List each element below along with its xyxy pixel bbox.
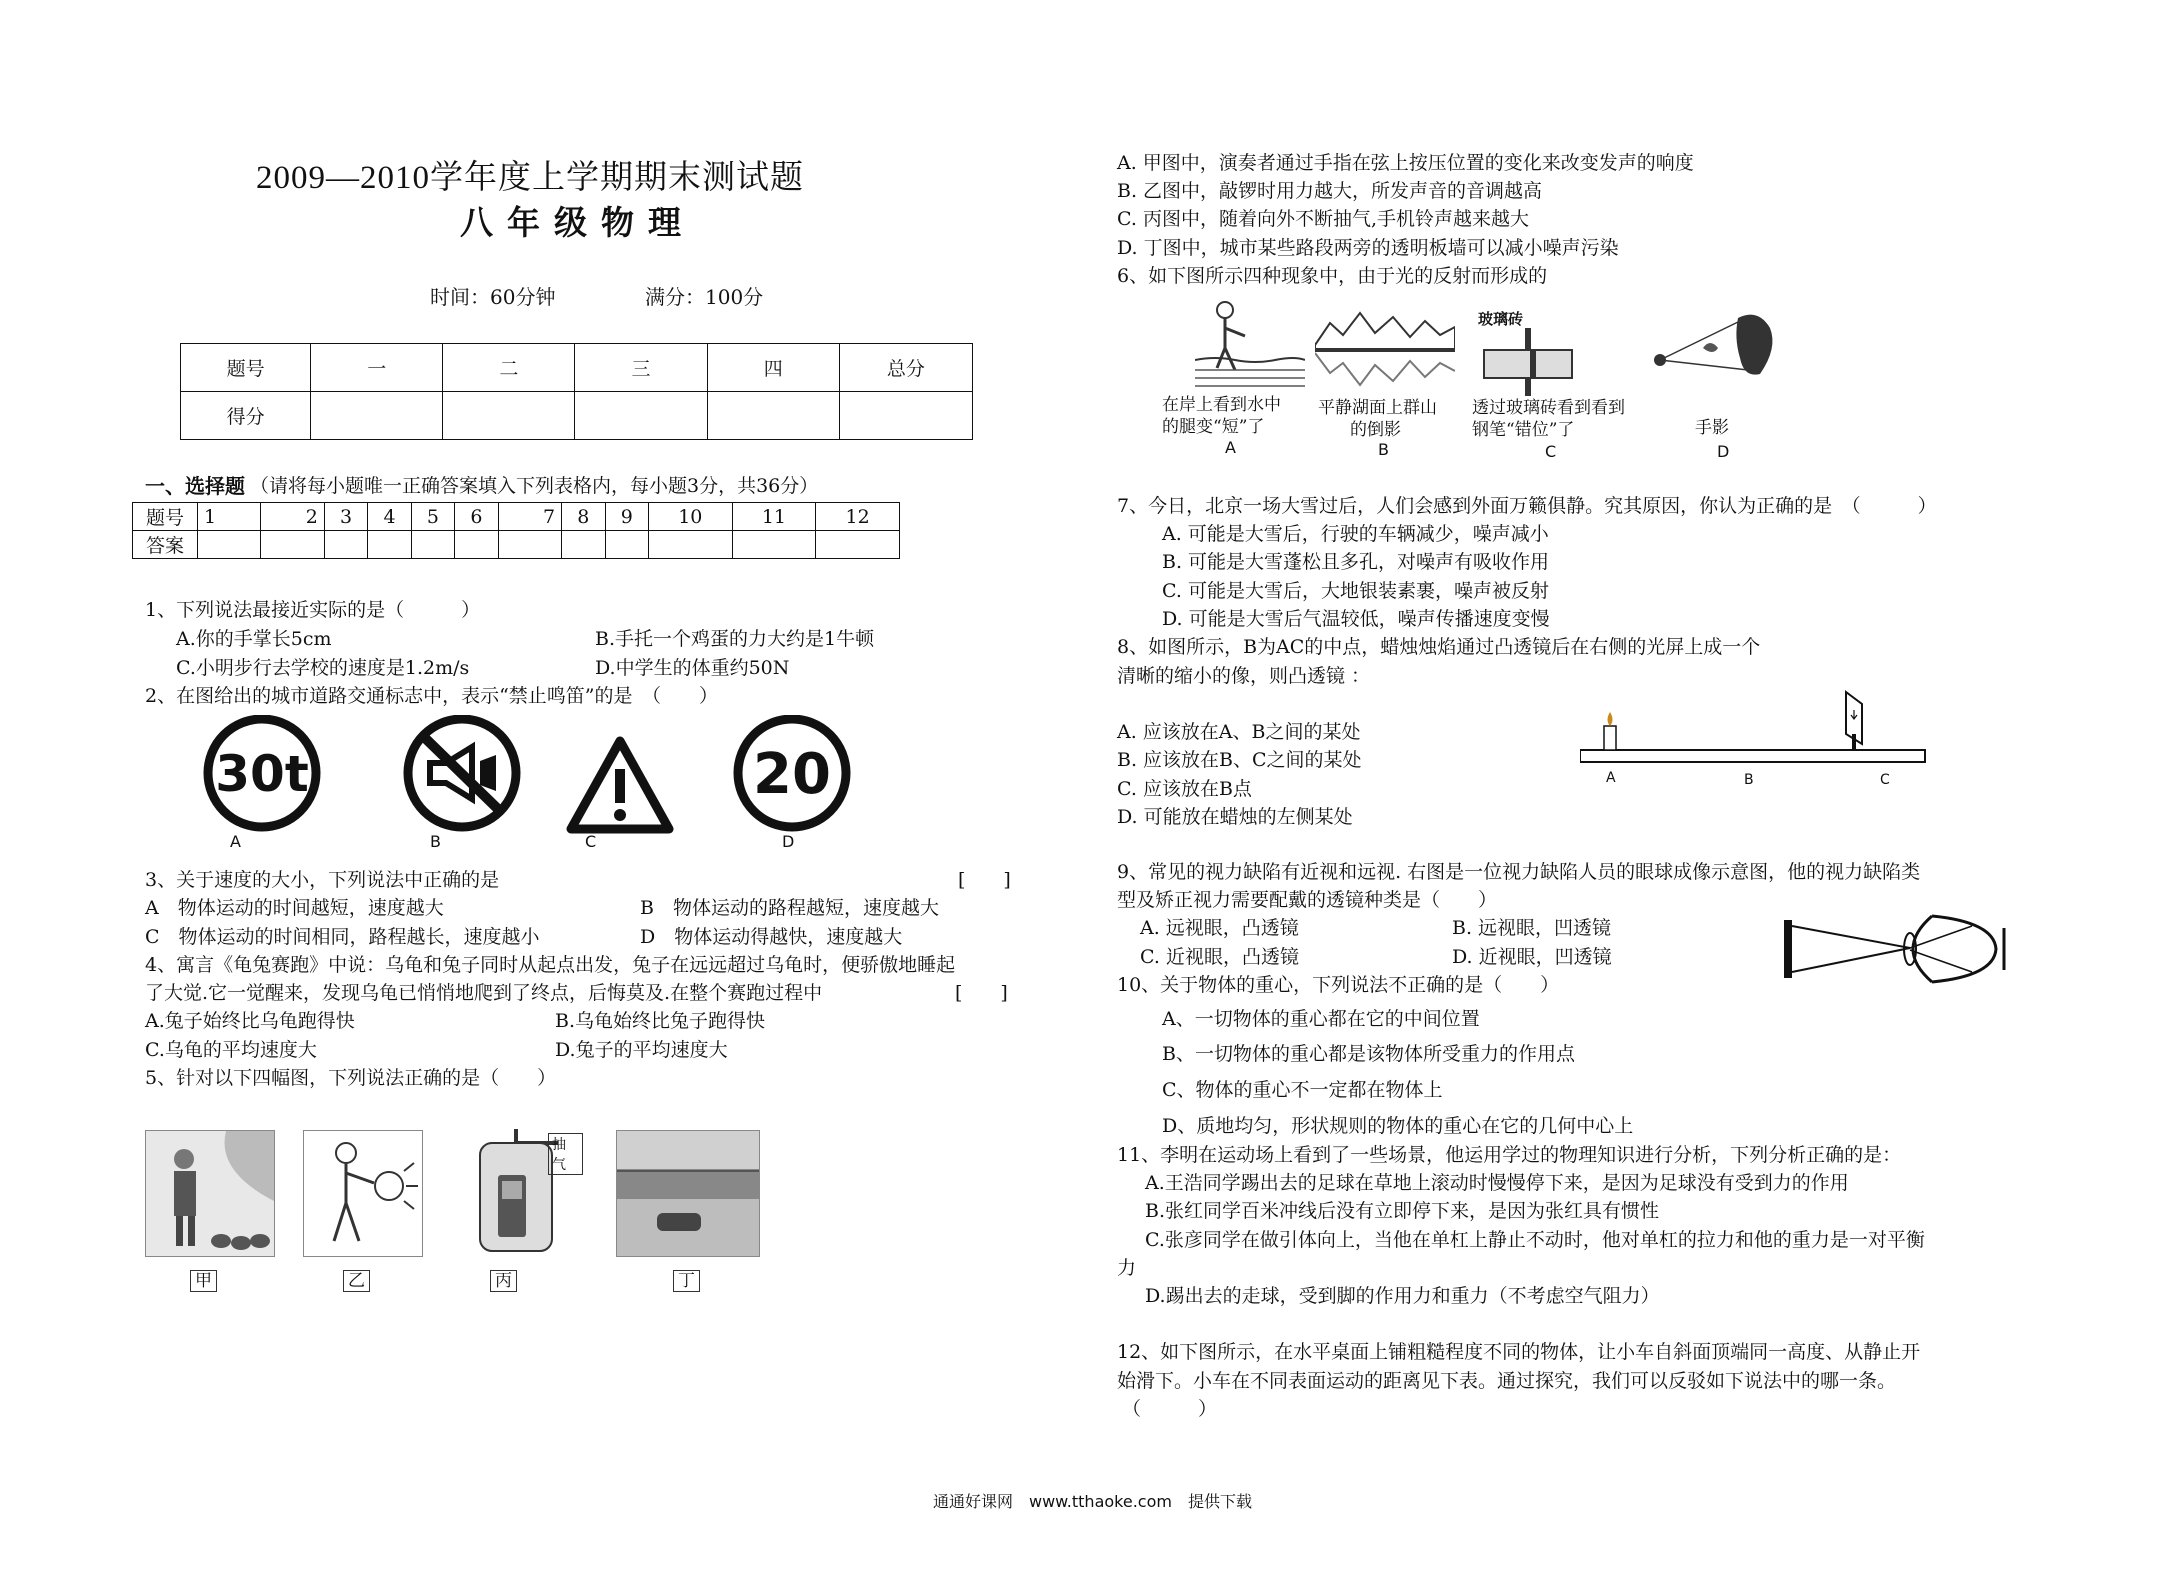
score-table-header: 三 — [575, 344, 707, 392]
q8-option-d: D. 可能放在蜡烛的左侧某处 — [1117, 806, 1353, 828]
q7-option-c: C. 可能是大雪后，大地银装素裹，噪声被反射 — [1162, 580, 1549, 602]
answer-cell[interactable] — [455, 531, 498, 559]
q5-option-a: A. 甲图中，演奏者通过手指在弦上按压位置的变化来改变发声的响度 — [1117, 152, 1694, 174]
answer-number: 4 — [368, 503, 411, 531]
section1-note: （请将每小题唯一正确答案填入下列表格内，每小题3分，共36分） — [250, 475, 819, 497]
score-row-label: 得分 — [181, 392, 311, 440]
q12-stem-line1: 12、如下图所示，在水平桌面上铺粗糙程度不同的物体，让小车自斜面顶端同一高度、从静止开 — [1117, 1341, 1921, 1363]
sign-a-text: 30t — [215, 745, 309, 803]
q2-stem: 2、在图给出的城市道路交通标志中，表示“禁止鸣笛”的是 （ ） — [145, 685, 719, 707]
q12-stem-line2: 始滑下。小车在不同表面运动的距离见下表。通过探究，我们可以反驳如下说法中的哪一条。 — [1117, 1370, 1897, 1392]
q9-option-d: D. 近视眼，凹透镜 — [1452, 946, 1612, 968]
q10-option-d: D、质地均匀，形状规则的物体的重心在它的几何中心上 — [1162, 1115, 1634, 1137]
q1-option-b: B.手托一个鸡蛋的力大约是1牛顿 — [595, 628, 875, 650]
score-cell[interactable] — [575, 392, 707, 440]
q4-stem-line1: 4、寓言《龟兔赛跑》中说：乌龟和兔子同时从起点出发，兔子在远远超过乌龟时，便骄傲地睡起 — [145, 954, 956, 976]
score-table — [180, 343, 973, 440]
answer-cell[interactable] — [562, 531, 605, 559]
answer-cell[interactable] — [648, 531, 732, 559]
answer-cell[interactable] — [605, 531, 648, 559]
q6-figure-b-mountain-reflection — [1315, 305, 1455, 393]
q2-label-d: D — [782, 832, 795, 851]
q11-option-b: B.张红同学百米冲线后没有立即停下来，是因为张红具有惯性 — [1145, 1200, 1660, 1222]
q6-figure-a-legs-in-water — [1195, 298, 1305, 393]
q6-label-d: D — [1717, 442, 1730, 461]
q6-caption-b-1: 平静湖面上群山 — [1318, 398, 1437, 418]
answer-cell[interactable] — [732, 531, 816, 559]
answer-cell[interactable] — [368, 531, 411, 559]
answer-table-label: 答案 — [133, 531, 198, 559]
q2-label-a: A — [230, 832, 241, 851]
exam-title: 2009—2010学年度上学期期末测试题 — [256, 160, 804, 196]
q6-caption-a-2: 的腿变“短”了 — [1162, 417, 1265, 437]
q10-stem: 10、关于物体的重心，下列说法不正确的是（ ） — [1117, 974, 1560, 996]
q9-option-b: B. 远视眼，凹透镜 — [1452, 917, 1612, 939]
answer-cell[interactable] — [198, 531, 261, 559]
q4-option-a: A.兔子始终比乌龟跑得快 — [145, 1010, 355, 1032]
q11-option-c-line2: 力 — [1117, 1257, 1137, 1279]
q11-option-a: A.王浩同学踢出去的足球在草地上滚动时慢慢停下来，是因为足球没有受到力的作用 — [1145, 1172, 1849, 1194]
page-footer: 通通好课网 www.tthaoke.com 提供下载 — [933, 1492, 1252, 1511]
figure-bing-vacuum-jar — [468, 1123, 583, 1255]
answer-number: 3 — [324, 503, 367, 531]
exam-full-score: 满分：100分 — [645, 285, 764, 309]
q7-stem: 7、今日，北京一场大雪过后，人们会感到外面万籁俱静。究其原因，你认为正确的是 （ ） — [1117, 495, 1937, 517]
q4-option-d: D.兔子的平均速度大 — [555, 1039, 728, 1061]
answer-cell[interactable] — [816, 531, 900, 559]
answer-number: 1 — [198, 503, 261, 531]
q5-option-d: D. 丁图中，城市某些路段两旁的透明板墙可以减小噪声污染 — [1117, 237, 1619, 259]
sign-warning-icon — [565, 735, 675, 835]
glass-block-label: 玻璃砖 — [1478, 310, 1524, 328]
answer-number: 10 — [648, 503, 732, 531]
q2-label-c: C — [585, 832, 597, 851]
q11-stem: 11、李明在运动场上看到了一些场景，他运用学过的物理知识进行分析，下列分析正确的是： — [1117, 1144, 1902, 1166]
q8-stem-line1: 8、如图所示，B为AC的中点，蜡烛烛焰通过凸透镜后在右侧的光屏上成一个 — [1117, 636, 1761, 658]
q10-option-a: A、一切物体的重心都在它的中间位置 — [1162, 1008, 1480, 1030]
sign-speed-limit-icon — [730, 715, 860, 835]
answer-cell[interactable] — [324, 531, 367, 559]
score-table-header: 二 — [443, 344, 575, 392]
score-table-header: 题号 — [181, 344, 311, 392]
score-table-header: 一 — [311, 344, 443, 392]
q7-option-d: D. 可能是大雪后气温较低，噪声传播速度变慢 — [1162, 608, 1550, 630]
q9-eye-diagram — [1782, 912, 2022, 986]
sign-d-text: 20 — [753, 742, 831, 807]
q12-stem-line3: （ ） — [1122, 1398, 1218, 1420]
q8-option-a: A. 应该放在A、B之间的某处 — [1117, 721, 1361, 743]
q1-option-a: A.你的手掌长5cm — [176, 628, 332, 650]
q7-option-a: A. 可能是大雪后，行驶的车辆减少，噪声减小 — [1162, 523, 1549, 545]
q2-label-b: B — [430, 832, 441, 851]
q3-option-a: A 物体运动的时间越短，速度越大 — [145, 897, 444, 919]
q9-stem-line2: 型及矫正视力需要配戴的透镜种类是（ ） — [1117, 889, 1498, 911]
q5-option-b: B. 乙图中，敲锣时用力越大，所发声音的音调越高 — [1117, 180, 1543, 202]
q10-option-b: B、一切物体的重心都是该物体所受重力的作用点 — [1162, 1043, 1575, 1065]
q11-option-d: D.踢出去的走球，受到脚的作用力和重力（不考虑空气阻力） — [1145, 1285, 1660, 1307]
score-cell[interactable] — [443, 392, 575, 440]
figure-yi-gong — [303, 1130, 423, 1257]
q8-point-c: C — [1880, 772, 1890, 788]
score-table-header: 四 — [707, 344, 839, 392]
q8-option-b: B. 应该放在B、C之间的某处 — [1117, 749, 1362, 771]
answer-number: 12 — [816, 503, 900, 531]
q6-figure-d-hand-shadow — [1648, 308, 1778, 388]
q6-caption-b-2: 的倒影 — [1350, 420, 1401, 440]
q4-option-c: C.乌龟的平均速度大 — [145, 1039, 317, 1061]
answer-number: 9 — [605, 503, 648, 531]
q5-option-c: C. 丙图中，随着向外不断抽气,手机铃声越来越大 — [1117, 208, 1529, 230]
q4-stem-line2: 了大觉.它一觉醒来，发现乌龟已悄悄地爬到了终点，后悔莫及.在整个赛跑过程中 — [145, 982, 823, 1004]
answer-cell[interactable] — [261, 531, 324, 559]
q6-label-b: B — [1378, 440, 1389, 459]
q3-bracket: [ ] — [958, 869, 1011, 891]
q3-option-c: C 物体运动的时间相同，路程越长，速度越小 — [145, 926, 540, 948]
sign-no-horn-icon — [400, 715, 530, 835]
q5-label-yi: 乙 — [343, 1270, 370, 1292]
q5-label-bing: 丙 — [490, 1270, 517, 1292]
q8-stem-line2: 清晰的缩小的像，则凸透镜 ： — [1117, 665, 1371, 687]
q9-option-a: A. 远视眼，凸透镜 — [1140, 917, 1299, 939]
score-table-header: 总分 — [839, 344, 972, 392]
q6-caption-d: 手影 — [1695, 418, 1729, 438]
q5-label-jia: 甲 — [190, 1270, 217, 1292]
exam-subtitle: 八年级物理 — [460, 203, 695, 242]
answer-number: 6 — [455, 503, 498, 531]
q8-point-b: B — [1744, 772, 1754, 788]
pump-label: 抽气 — [548, 1133, 583, 1175]
figure-ding-noise-barrier — [616, 1130, 760, 1257]
answer-number: 2 — [261, 503, 324, 531]
score-cell[interactable] — [311, 392, 443, 440]
answer-number: 7 — [498, 503, 561, 531]
q4-option-b: B.乌龟始终比兔子跑得快 — [555, 1010, 766, 1032]
q9-stem-line1: 9、常见的视力缺陷有近视和远视. 右图是一位视力缺陷人员的眼球成像示意图，他的视力缺陷类 — [1117, 861, 1921, 883]
q3-stem: 3、关于速度的大小，下列说法中正确的是 — [145, 869, 500, 891]
q1-stem: 1、下列说法最接近实际的是（ ） — [145, 599, 481, 621]
sign-weight-limit-icon — [200, 715, 330, 835]
q7-option-b: B. 可能是大雪蓬松且多孔，对噪声有吸收作用 — [1162, 551, 1550, 573]
answer-number: 5 — [411, 503, 454, 531]
exam-time: 时间：60分钟 — [430, 285, 556, 309]
q6-stem: 6、如下图所示四种现象中，由于光的反射而形成的 — [1117, 265, 1548, 287]
answer-table — [132, 502, 900, 559]
answer-cell[interactable] — [498, 531, 561, 559]
q5-label-ding: 丁 — [673, 1270, 700, 1292]
q3-option-d: D 物体运动得越快，速度越大 — [640, 926, 903, 948]
answer-table-label: 题号 — [133, 503, 198, 531]
q5-stem: 5、针对以下四幅图，下列说法正确的是（ ） — [145, 1067, 557, 1089]
section1-heading: 一、选择题 — [145, 474, 245, 498]
score-cell[interactable] — [839, 392, 972, 440]
q8-optical-bench-diagram — [1580, 688, 1930, 764]
q9-option-c: C. 近视眼，凸透镜 — [1140, 946, 1299, 968]
q6-label-c: C — [1545, 442, 1557, 461]
q3-option-b: B 物体运动的路程越短，速度越大 — [640, 897, 939, 919]
q8-point-a: A — [1606, 770, 1616, 786]
q11-option-c-line1: C.张彦同学在做引体向上，当他在单杠上静止不动时，他对单杠的拉力和他的重力是一对平衡 — [1145, 1229, 1925, 1251]
q4-bracket: [ ] — [955, 982, 1008, 1004]
q6-caption-a-1: 在岸上看到水中 — [1162, 395, 1281, 415]
answer-number: 11 — [732, 503, 816, 531]
figure-jia-performer — [145, 1130, 275, 1257]
score-cell[interactable] — [707, 392, 839, 440]
q6-label-a: A — [1225, 438, 1236, 457]
answer-cell[interactable] — [411, 531, 454, 559]
q6-caption-c-2: 钢笔“错位”了 — [1472, 420, 1575, 440]
q10-option-c: C、物体的重心不一定都在物体上 — [1162, 1079, 1443, 1101]
q1-option-d: D.中学生的体重约50N — [595, 657, 790, 679]
q8-option-c: C. 应该放在B点 — [1117, 778, 1252, 800]
q6-caption-c-1: 透过玻璃砖看到看到 — [1472, 398, 1625, 418]
q1-option-c: C.小明步行去学校的速度是1.2m/s — [176, 657, 470, 679]
q6-figure-c-glass-pen — [1478, 328, 1578, 398]
answer-number: 8 — [562, 503, 605, 531]
